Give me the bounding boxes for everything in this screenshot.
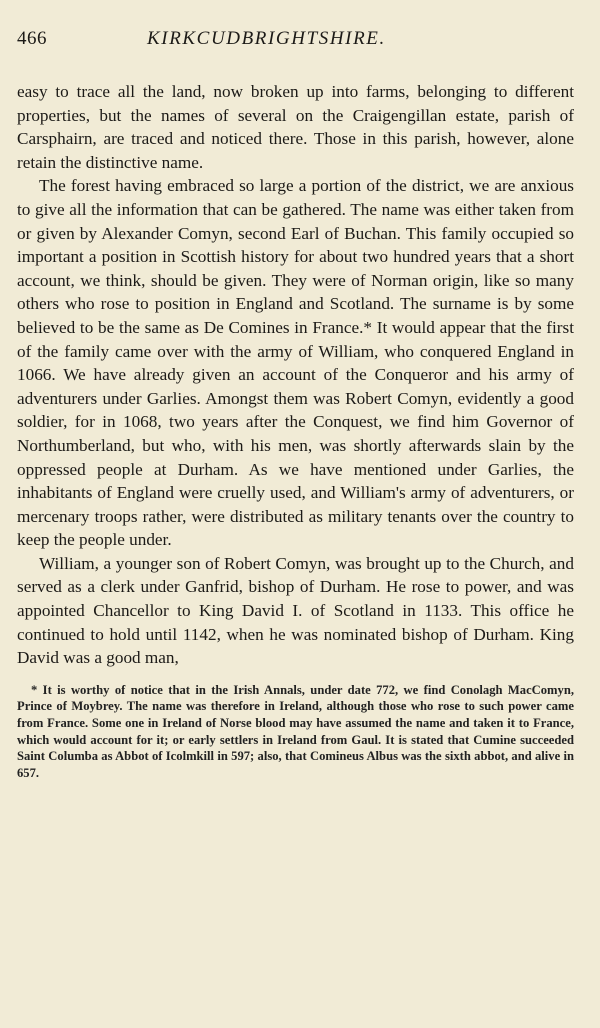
page-number: 466 <box>17 28 47 49</box>
paragraph-2: The forest having embraced so large a portion of the district, we are anxious to give all the information that can be gathered. The name was either taken from or given by Alexander Comyn, second Earl of Buchan. This family occupied so important a position in Scottish history for about two hundred years that a short account, we think, should be given. They were of Norman origin, like so many others who rose to position in England and Scotland. The surname is by some believed to be the same as De Comines in France.* It would appear that the first of the family came over with the army of William, who conquered England in 1066. We have already given an account of the Conqueror and his army of adventurers under Garlies. Amongst them was Robert Comyn, evidently a good soldier, for in 1068, two years after the Conquest, we find him Governor of Northumberland, but who, with his men, was shortly afterwards slain by the oppressed people at Durham. As we have mentioned under Garlies, the inhabitants of England were cruelly used, and William's army of adventurers, or mercenary troops rather, were distributed as military tenants over the country to keep the people under. <box>17 176 574 550</box>
paragraph-1: easy to trace all the land, now broken up into farms, belonging to different properties, but the names of several on the Craigengillan estate, parish of Carsphairn, are traced and noticed there. Those in this parish, however, alone retain the distinctive name. <box>17 82 574 172</box>
body-text <box>17 80 574 670</box>
paragraph-3: William, a younger son of Robert Comyn, was brought up to the Church, and served as a clerk under Ganfrid, bishop of Durham. He rose to power, and was appointed Chancellor to King David I. of Scotland in 1133. This office he continued to hold until 1142, when he was nominated bishop of Durham. King David was a good man, <box>17 553 574 668</box>
footnote: * It is worthy of notice that in the Irish Annals, under date 772, we find Conolagh MacComyn, Prince of Moybrey. The name was therefore in Ireland, although those who rose to such power came from France. Some one in Ireland of Norse blood may have assumed the name and taken it to France, which would account for it; or early settlers in Ireland from Gaul. It is stated that Cumine succeeded Saint Columba as Abbot of Icolmkill in 597; also, that Comineus Albus was the sixth abbot, and alive in 657. <box>17 682 574 780</box>
running-head <box>17 28 574 64</box>
running-title: KIRKCUDBRIGHTSHIRE. <box>147 28 386 49</box>
